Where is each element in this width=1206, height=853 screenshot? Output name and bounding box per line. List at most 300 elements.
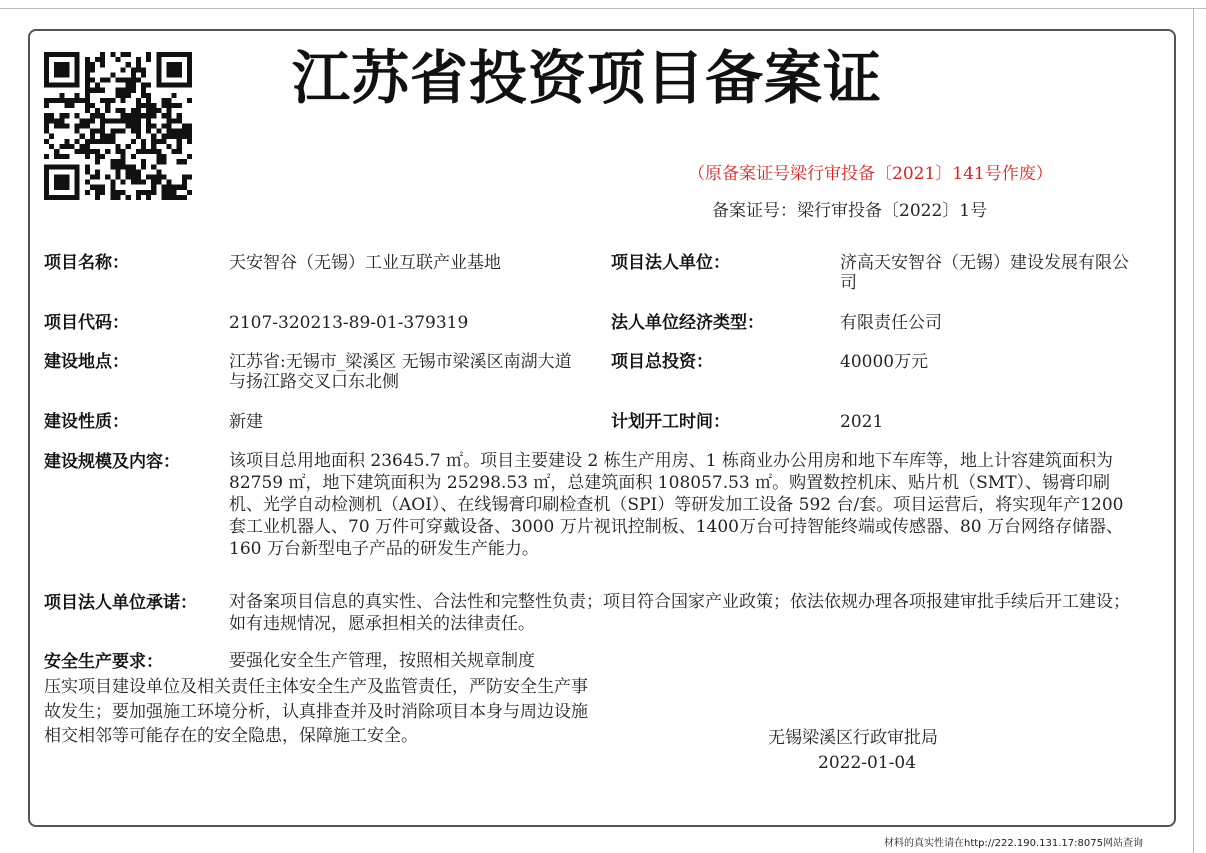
qr-module: [44, 98, 49, 103]
qr-module: [54, 98, 59, 103]
qr-module: [177, 72, 182, 77]
qr-module: [166, 185, 171, 190]
qr-module: [172, 93, 177, 98]
qr-module: [151, 113, 156, 118]
qr-module: [141, 93, 146, 98]
qr-module: [75, 78, 80, 83]
qr-module: [105, 98, 110, 103]
qr-module: [151, 190, 156, 195]
qr-module: [182, 52, 187, 57]
qr-module: [177, 159, 182, 164]
qr-module: [121, 164, 126, 169]
qr-module: [156, 72, 161, 77]
issue-date: 2022-01-04: [818, 753, 917, 773]
qr-module: [146, 123, 151, 128]
qr-module: [90, 185, 95, 190]
qr-module: [146, 129, 151, 134]
qr-module: [75, 83, 80, 88]
qr-module: [54, 83, 59, 88]
certificate-title: 江苏省投资项目备案证: [292, 44, 883, 112]
qr-module: [95, 195, 100, 200]
qr-module: [49, 83, 54, 88]
qr-module: [75, 195, 80, 200]
qr-module: [64, 180, 69, 185]
qr-module: [177, 52, 182, 57]
qr-module: [115, 159, 120, 164]
qr-module: [166, 144, 171, 149]
qr-module: [177, 62, 182, 67]
qr-module: [121, 149, 126, 154]
qr-module: [70, 144, 75, 149]
qr-module: [146, 98, 151, 103]
qr-module: [187, 83, 192, 88]
qr-module: [187, 67, 192, 72]
qr-module: [80, 98, 85, 103]
qr-module: [54, 185, 59, 190]
qr-module: [59, 180, 64, 185]
qr-module: [110, 98, 115, 103]
qr-module: [95, 139, 100, 144]
qr-module: [136, 169, 141, 174]
qr-module: [44, 78, 49, 83]
qr-module: [59, 98, 64, 103]
qr-module: [100, 113, 105, 118]
qr-module: [44, 129, 49, 134]
qr-module: [136, 123, 141, 128]
qr-module: [121, 93, 126, 98]
qr-module: [172, 185, 177, 190]
qr-module: [182, 129, 187, 134]
qr-module: [177, 195, 182, 200]
qr-module: [44, 83, 49, 88]
qr-module: [131, 113, 136, 118]
qr-module: [141, 139, 146, 144]
qr-module: [172, 195, 177, 200]
qr-module: [136, 129, 141, 134]
qr-module: [59, 123, 64, 128]
qr-module: [95, 185, 100, 190]
qr-module: [166, 129, 171, 134]
qr-module: [146, 149, 151, 154]
qr-module: [75, 129, 80, 134]
qr-module: [59, 154, 64, 159]
qr-module: [59, 67, 64, 72]
qr-module: [100, 190, 105, 195]
qr-module: [182, 180, 187, 185]
qr-module: [85, 67, 90, 72]
scale-label: 建设规模及内容：: [44, 452, 180, 472]
qr-module: [166, 52, 171, 57]
qr-module: [85, 139, 90, 144]
qr-module: [136, 134, 141, 139]
qr-module: [156, 78, 161, 83]
qr-module: [151, 134, 156, 139]
qr-module: [115, 144, 120, 149]
qr-module: [75, 62, 80, 67]
qr-module: [131, 164, 136, 169]
qr-module: [85, 72, 90, 77]
issuer-name: 无锡梁溪区行政审批局: [768, 728, 938, 748]
qr-module: [59, 72, 64, 77]
qr-module: [136, 108, 141, 113]
qr-module: [95, 169, 100, 174]
qr-module: [182, 83, 187, 88]
qr-module: [110, 185, 115, 190]
qr-module: [64, 174, 69, 179]
qr-module: [187, 190, 192, 195]
qr-module: [105, 149, 110, 154]
qr-module: [49, 144, 54, 149]
qr-module: [44, 103, 49, 108]
qr-module: [126, 83, 131, 88]
qr-module: [156, 57, 161, 62]
qr-module: [115, 57, 120, 62]
qr-module: [85, 118, 90, 123]
qr-module: [75, 174, 80, 179]
qr-module: [70, 195, 75, 200]
project-code-value: 2107-320213-89-01-379319: [229, 313, 469, 333]
qr-module: [75, 72, 80, 77]
qr-module: [126, 52, 131, 57]
qr-module: [115, 149, 120, 154]
qr-module: [54, 174, 59, 179]
qr-module: [100, 62, 105, 67]
qr-module: [115, 190, 120, 195]
qr-module: [151, 123, 156, 128]
qr-module: [110, 195, 115, 200]
qr-module: [85, 149, 90, 154]
qr-module: [136, 62, 141, 67]
qr-module: [105, 174, 110, 179]
qr-module: [59, 113, 64, 118]
qr-module: [161, 83, 166, 88]
qr-module: [126, 174, 131, 179]
qr-module: [44, 154, 49, 159]
qr-module: [187, 72, 192, 77]
qr-module: [105, 118, 110, 123]
qr-module: [141, 180, 146, 185]
qr-module: [64, 113, 69, 118]
qr-module: [141, 159, 146, 164]
safety-value: 压实项目建设单位及相关责任主体安全生产及监管责任，严防安全生产事故发生；要加强施工环境分析，认真排查并及时消除项目本身与周边设施相交相邻等可能存在的安全隐患，保障施工安全。: [44, 677, 588, 746]
qr-module: [44, 62, 49, 67]
qr-module: [110, 159, 115, 164]
qr-module: [115, 88, 120, 93]
qr-module: [177, 103, 182, 108]
qr-module: [85, 190, 90, 195]
qr-module: [70, 52, 75, 57]
qr-module: [100, 129, 105, 134]
qr-module: [44, 113, 49, 118]
qr-module: [44, 190, 49, 195]
qr-module: [187, 123, 192, 128]
qr-module: [115, 169, 120, 174]
qr-module: [95, 159, 100, 164]
qr-module: [161, 159, 166, 164]
qr-module: [126, 93, 131, 98]
qr-module: [90, 118, 95, 123]
qr-module: [75, 139, 80, 144]
qr-module: [80, 149, 85, 154]
qr-module: [161, 103, 166, 108]
qr-module: [131, 108, 136, 113]
qr-module: [44, 180, 49, 185]
qr-module: [90, 174, 95, 179]
qr-module: [146, 52, 151, 57]
qr-module: [172, 190, 177, 195]
qr-module: [161, 139, 166, 144]
qr-module: [59, 83, 64, 88]
qr-module: [156, 180, 161, 185]
qr-module: [44, 195, 49, 200]
qr-module: [105, 103, 110, 108]
total-investment-value: 40000万元: [840, 352, 929, 372]
qr-module: [121, 180, 126, 185]
qr-module: [161, 154, 166, 159]
qr-module: [187, 57, 192, 62]
total-investment-label: 项目总投资：: [611, 352, 713, 372]
qr-module: [100, 88, 105, 93]
qr-module: [131, 67, 136, 72]
qr-module: [75, 149, 80, 154]
qr-module: [156, 139, 161, 144]
qr-module: [100, 52, 105, 57]
qr-module: [161, 195, 166, 200]
qr-module: [110, 180, 115, 185]
qr-module: [141, 113, 146, 118]
qr-module: [131, 139, 136, 144]
qr-module: [172, 134, 177, 139]
qr-module: [182, 174, 187, 179]
qr-module: [166, 180, 171, 185]
commitment-value: 对备案项目信息的真实性、合法性和完整性负责；项目符合国家产业政策；依法依规办理各项报建审批手续后开工建设；如有违规情况，愿承担相关的法律责任。: [229, 592, 1130, 634]
qr-module: [49, 98, 54, 103]
qr-module: [80, 118, 85, 123]
qr-module: [110, 164, 115, 169]
legal-entity-label: 项目法人单位：: [611, 253, 730, 273]
qr-module: [75, 190, 80, 195]
qr-module: [131, 180, 136, 185]
qr-module: [85, 62, 90, 67]
qr-module: [44, 57, 49, 62]
qr-module: [187, 134, 192, 139]
qr-module: [85, 88, 90, 93]
page-top-border: [0, 8, 1206, 9]
qr-module: [85, 98, 90, 103]
qr-module: [177, 134, 182, 139]
qr-module: [110, 190, 115, 195]
qr-module: [49, 52, 54, 57]
qr-module: [177, 144, 182, 149]
safety-first-line: 要强化安全生产管理，按照相关规章制度: [229, 651, 535, 671]
qr-module: [161, 123, 166, 128]
qr-module: [187, 129, 192, 134]
qr-module: [177, 185, 182, 190]
qr-module: [100, 134, 105, 139]
qr-module: [75, 169, 80, 174]
qr-module: [95, 83, 100, 88]
qr-module: [126, 78, 131, 83]
qr-module: [95, 129, 100, 134]
qr-module: [110, 134, 115, 139]
qr-module: [131, 129, 136, 134]
qr-module: [161, 174, 166, 179]
qr-module: [90, 134, 95, 139]
qr-module: [151, 139, 156, 144]
qr-module: [146, 108, 151, 113]
qr-module: [100, 139, 105, 144]
qr-module: [100, 154, 105, 159]
qr-module: [95, 108, 100, 113]
qr-module: [177, 129, 182, 134]
qr-module: [187, 98, 192, 103]
qr-module: [146, 93, 151, 98]
qr-module: [146, 118, 151, 123]
qr-module: [90, 103, 95, 108]
qr-module: [156, 154, 161, 159]
qr-module: [177, 113, 182, 118]
qr-module: [59, 62, 64, 67]
qr-module: [121, 67, 126, 72]
qr-module: [85, 83, 90, 88]
qr-module: [115, 129, 120, 134]
qr-module: [59, 144, 64, 149]
qr-module: [151, 174, 156, 179]
qr-module: [172, 52, 177, 57]
qr-module: [156, 129, 161, 134]
qr-module: [172, 149, 177, 154]
qr-module: [146, 113, 151, 118]
qr-module: [110, 118, 115, 123]
page-right-border: [1193, 8, 1194, 853]
qr-module: [95, 57, 100, 62]
qr-module: [126, 118, 131, 123]
qr-module: [59, 164, 64, 169]
qr-module: [95, 113, 100, 118]
qr-module: [44, 118, 49, 123]
qr-module: [54, 62, 59, 67]
qr-module: [85, 180, 90, 185]
legal-entity-value: 济高天安智谷（无锡）建设发展有限公司: [840, 253, 1129, 293]
project-code-label: 项目代码：: [44, 313, 129, 333]
qr-module: [151, 108, 156, 113]
qr-module: [121, 154, 126, 159]
qr-module: [44, 67, 49, 72]
qr-module: [64, 185, 69, 190]
voided-notice: （原备案证号梁行审投备〔2021〕141号作废）: [688, 164, 1053, 184]
qr-module: [166, 67, 171, 72]
qr-module: [121, 108, 126, 113]
filing-number: 备案证号：梁行审投备〔2022〕1号: [712, 201, 988, 221]
qr-module: [177, 83, 182, 88]
qr-module: [172, 118, 177, 123]
qr-module: [141, 190, 146, 195]
qr-module: [90, 88, 95, 93]
qr-module: [44, 52, 49, 57]
qr-module: [126, 164, 131, 169]
qr-module: [54, 72, 59, 77]
qr-module: [44, 72, 49, 77]
qr-module: [151, 144, 156, 149]
qr-module: [85, 164, 90, 169]
qr-module: [49, 134, 54, 139]
qr-module: [54, 118, 59, 123]
qr-module: [75, 93, 80, 98]
qr-module: [136, 195, 141, 200]
start-time-label: 计划开工时间：: [611, 412, 730, 432]
qr-module: [187, 62, 192, 67]
qr-module: [121, 78, 126, 83]
qr-module: [115, 174, 120, 179]
qr-module: [126, 195, 131, 200]
qr-module: [187, 52, 192, 57]
qr-module: [177, 118, 182, 123]
qr-module: [156, 67, 161, 72]
qr-module: [146, 190, 151, 195]
qr-module: [90, 113, 95, 118]
qr-module: [75, 98, 80, 103]
qr-module: [70, 83, 75, 88]
verification-footer: 材料的真实性请在http://222.190.131.17:8075网站查询: [884, 838, 1143, 849]
qr-module: [131, 88, 136, 93]
qr-module: [90, 129, 95, 134]
qr-module: [161, 134, 166, 139]
qr-module: [54, 164, 59, 169]
qr-module: [151, 149, 156, 154]
qr-module: [187, 139, 192, 144]
qr-module: [64, 52, 69, 57]
qr-module: [121, 113, 126, 118]
qr-module: [100, 78, 105, 83]
qr-module: [64, 72, 69, 77]
qr-module: [54, 195, 59, 200]
project-name-label: 项目名称：: [44, 253, 129, 273]
qr-module: [95, 174, 100, 179]
qr-module: [44, 174, 49, 179]
qr-code-icon: [44, 52, 192, 200]
qr-module: [141, 88, 146, 93]
qr-module: [177, 149, 182, 154]
qr-module: [172, 72, 177, 77]
qr-module: [121, 88, 126, 93]
qr-module: [64, 98, 69, 103]
qr-module: [100, 118, 105, 123]
qr-module: [182, 123, 187, 128]
qr-module: [110, 72, 115, 77]
qr-module: [131, 169, 136, 174]
qr-module: [166, 108, 171, 113]
qr-module: [44, 169, 49, 174]
qr-module: [141, 144, 146, 149]
qr-module: [136, 57, 141, 62]
qr-module: [166, 103, 171, 108]
qr-module: [121, 190, 126, 195]
qr-module: [166, 113, 171, 118]
qr-module: [161, 190, 166, 195]
qr-module: [49, 113, 54, 118]
qr-module: [177, 139, 182, 144]
entity-type-value: 有限责任公司: [840, 313, 942, 333]
qr-module: [131, 154, 136, 159]
nature-value: 新建: [229, 412, 263, 432]
qr-module: [115, 78, 120, 83]
qr-module: [141, 149, 146, 154]
location-value: 江苏省:无锡市_梁溪区 无锡市梁溪区南湖大道与扬江路交叉口东北侧: [229, 352, 572, 392]
qr-module: [182, 159, 187, 164]
qr-module: [166, 195, 171, 200]
qr-module: [136, 180, 141, 185]
qr-module: [136, 149, 141, 154]
